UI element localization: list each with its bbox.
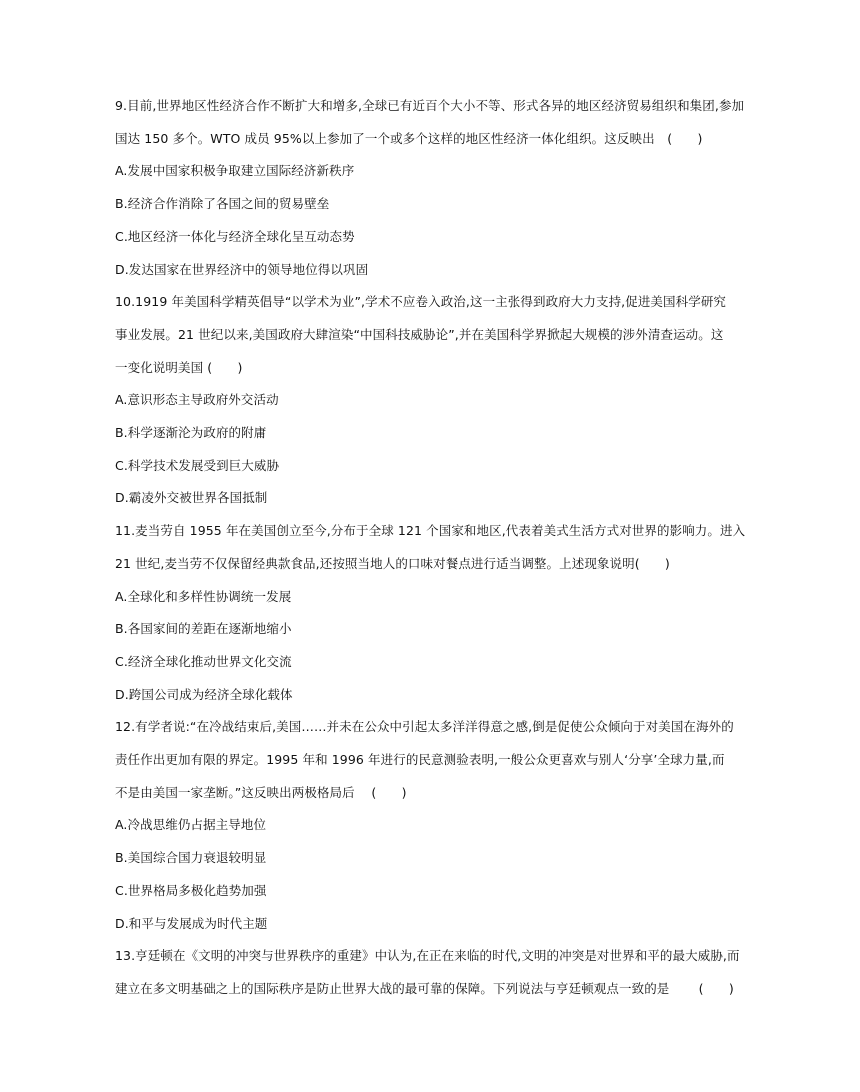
question-stem-line: 9.目前,世界地区性经济合作不断扩大和增多,全球已有近百个大小不等、形式各异的地区经济贸易组织和集团,参加 <box>115 98 745 113</box>
option-a: A.发展中国家积极争取建立国际经济新秩序 <box>115 163 355 179</box>
question-stem-line: 责任作出更加有限的界定。1995 年和 1996 年进行的民意测验表明,一般公众更喜欢与别人‘分享’全球力量,而 <box>115 752 725 768</box>
option-c: C.地区经济一体化与经济全球化呈互动态势 <box>115 228 355 244</box>
option-d: D.发达国家在世界经济中的领导地位得以巩固 <box>115 261 369 277</box>
option-b: B.科学逐渐沦为政府的附庸 <box>115 425 267 441</box>
option-c: C.世界格局多极化趋势加强 <box>115 882 267 898</box>
question-stem-line: 不是由美国一家垄断。”这反映出两极格局后 ( ) <box>115 784 407 800</box>
question-9 <box>115 90 755 286</box>
question-stem-line: 事业发展。21 世纪以来,美国政府大肆渲染“中国科技威胁论”,并在美国科学界掀起大规模的涉外清查运动。这 <box>115 326 724 342</box>
option-d: D.和平与发展成为时代主题 <box>115 915 268 931</box>
option-c: C.科学技术发展受到巨大威胁 <box>115 457 280 473</box>
option-d: D.霸凌外交被世界各国抵制 <box>115 490 268 506</box>
option-b: B.美国综合国力衰退较明显 <box>115 850 267 866</box>
option-a: A.意识形态主导政府外交活动 <box>115 392 279 408</box>
question-stem-line: 13.亨廷顿在《文明的冲突与世界秩序的重建》中认为,在正在来临的时代,文明的冲突是对世界和平的最大威胁,而 <box>115 948 740 964</box>
question-list <box>115 90 755 1006</box>
question-11 <box>115 515 755 711</box>
question-stem-line: 10.1919 年美国科学精英倡导“以学术为业”,学术不应卷入政治,这一主张得到政府大力支持,促进美国科学研究 <box>115 294 727 310</box>
question-stem-line: 国达 150 多个。WTO 成员 95%以上参加了一个或多个这样的地区性经济一体化组织。这反映出 ( ) <box>115 130 703 146</box>
question-stem-line: 一变化说明美国 ( ) <box>115 359 243 375</box>
question-13 <box>115 940 755 1005</box>
option-c: C.经济全球化推动世界文化交流 <box>115 653 292 669</box>
option-a: A.全球化和多样性协调统一发展 <box>115 588 292 604</box>
question-stem-line: 11.麦当劳自 1955 年在美国创立至今,分布于全球 121 个国家和地区,代表着美式生活方式对世界的影响力。进入 <box>115 523 746 539</box>
option-d: D.跨国公司成为经济全球化载体 <box>115 686 293 702</box>
question-stem-line: 12.有学者说:“在冷战结束后,美国……并未在公众中引起太多洋洋得意之感,倒是促使公众倾向于对美国在海外的 <box>115 719 734 735</box>
option-b: B.各国家间的差距在逐渐地缩小 <box>115 621 292 637</box>
option-b: B.经济合作消除了各国之间的贸易壁垒 <box>115 196 330 212</box>
question-12 <box>115 711 755 940</box>
question-10 <box>115 286 755 515</box>
question-stem-line: 21 世纪,麦当劳不仅保留经典款食品,还按照当地人的口味对餐点进行适当调整。上述现象说明( ) <box>115 555 670 571</box>
option-a: A.冷战思维仍占据主导地位 <box>115 817 267 833</box>
question-stem-line: 建立在多文明基础之上的国际秩序是防止世界大战的最可靠的保障。下列说法与亨廷顿观点一致的是 ( ) <box>115 980 734 996</box>
